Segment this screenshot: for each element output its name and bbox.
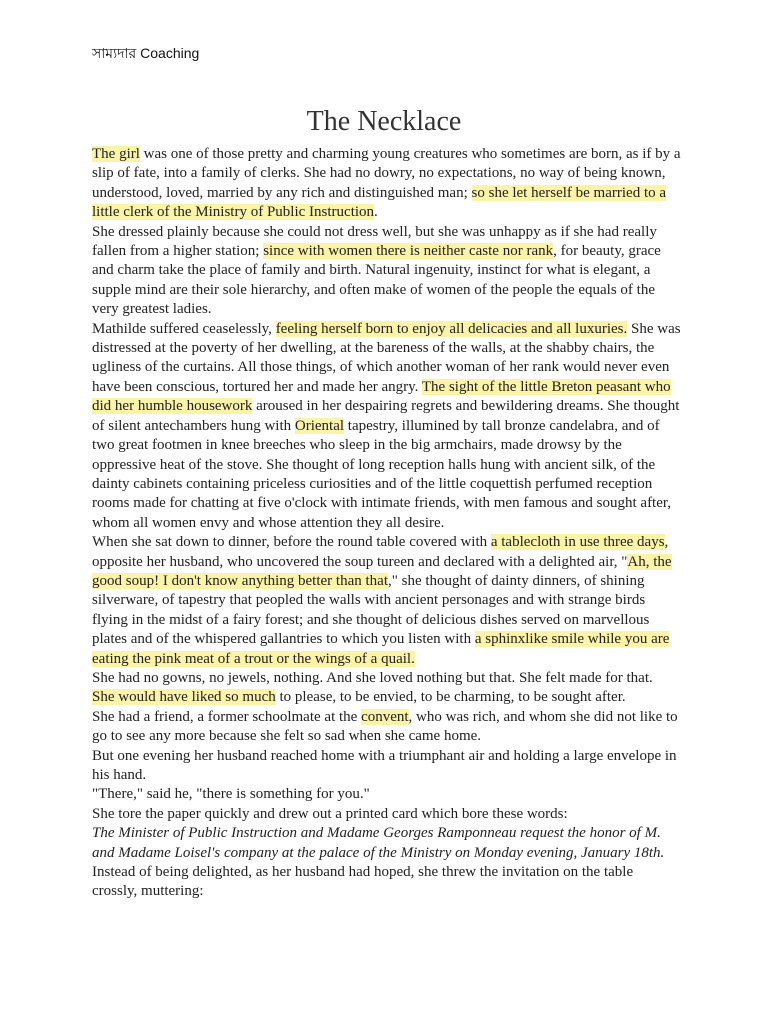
paragraph: [92, 669, 682, 688]
text-run: When she sat down to dinner, before the round table covered with: [92, 534, 491, 551]
paragraph: [92, 863, 682, 902]
italic-text: The Minister of Public Instruction and Madame Georges Ramponneau request the honor of M. and Madame Loisel's company at the palace of the Ministry on Monday evening, January 18th.: [92, 825, 665, 861]
paragraph: [92, 824, 682, 863]
text-run: She had no gowns, no jewels, nothing. And she loved nothing but that. She felt made for that.: [92, 669, 653, 686]
text-run: tapestry, illumined by tall bronze candelabra, and of two great footmen in knee breeches who sleep in the big armchairs, made drowsy by the oppressive heat of the stove. She thought of long reception halls hung with ancient silk, of the dainty cabinets containing priceless curiosities and of the little coquettish perfumed reception rooms made for chatting at five o'clock with intimate friends, with men famous and sought after, whom all women envy and whose attention they all desire.: [92, 417, 672, 531]
paragraph: [92, 747, 682, 786]
text-run: was one of those pretty and charming young creatures who sometimes are born, as if by a slip of fate, into a family of clerks. She had no dowry, no expectations, no way of being known, understood, loved, married by any rich and distinguished man;: [92, 146, 681, 201]
paragraph: [92, 533, 682, 669]
highlighted-text: convent: [361, 708, 409, 725]
text-run: , for beauty, grace and charm take the place of family and birth. Natural ingenuity, instinct for what is elegant, a supple mind are their sole hierarchy, and often make of women of the people the equals of the very greatest ladies.: [92, 243, 661, 318]
text-run: aroused in her despairing regrets and bewildering dreams. She thought of silent antechambers hung with: [92, 398, 680, 434]
text-run: .: [374, 204, 378, 221]
highlighted-text: a tablecloth in use three days: [490, 534, 665, 551]
text-run: Instead of being delighted, as her husband had hoped, she threw the invitation on the table crossly, muttering:: [92, 864, 634, 900]
highlighted-text: so she let herself be married to a little clerk of the Ministry of Public Instruction: [92, 184, 667, 221]
text-run: She was distressed at the poverty of her dwelling, at the bareness of the walls, at the shabby chairs, the ugliness of the curtains. All those things, of which another woman of her rank would never even have been conscious, tortured her and made her angry.: [92, 320, 681, 395]
highlighted-text: since with women there is neither caste nor rank: [263, 243, 554, 260]
text-run: But one evening her husband reached home with a triumphant air and holding a large envelope in his hand.: [92, 747, 677, 783]
paragraph: [92, 708, 682, 747]
highlighted-text: The sight of the little Breton peasant who did her humble housework: [92, 378, 671, 415]
page-title: The Necklace: [306, 106, 462, 137]
text-run: , who was rich, and whom she did not like to go to see any more because she felt so sad when she came home.: [92, 708, 678, 745]
highlighted-text: Ah, the good soup! I don't know anything better than that: [92, 553, 672, 589]
paragraph: [92, 805, 682, 824]
story-body: [92, 145, 682, 902]
paragraph: [92, 320, 682, 533]
paragraph: [92, 785, 682, 804]
highlighted-text: Oriental: [294, 417, 345, 434]
text-run: She tore the paper quickly and drew out a printed card which bore these words:: [92, 805, 568, 822]
page-header: সাম্যদার Coaching: [92, 45, 200, 61]
paragraph: [92, 223, 682, 320]
text-run: ," she thought of dainty dinners, of shining silverware, of tapestry that peopled the walls with ancient personages and with strange birds flying in the midst of a fairy forest; and she thought of delicious dishes served on marvellous plates and of the whispered gallantries to which you listen with: [92, 572, 650, 648]
highlighted-text: She would have liked so much: [92, 689, 276, 706]
text-run: "There," said he, "there is something for you.": [92, 786, 370, 803]
paragraph: [92, 145, 682, 223]
highlighted-text: The girl: [92, 146, 140, 162]
text-run: to please, to be envied, to be charming, to be sought after.: [275, 689, 626, 706]
text-run: She dressed plainly because she could not dress well, but she was unhappy as if she had really fallen from a higher station;: [92, 223, 657, 260]
text-run: , opposite her husband, who uncovered the soup tureen and declared with a delighted air, ": [92, 534, 669, 570]
text-run: She had a friend, a former schoolmate at the: [92, 708, 362, 725]
text-run: Mathilde suffered ceaselessly,: [92, 320, 276, 337]
highlighted-text: feeling herself born to enjoy all delicacies and all luxuries.: [275, 320, 628, 337]
paragraph: [92, 688, 682, 707]
highlighted-text: a sphinxlike smile while you are eating the pink meat of a trout or the wings of a quail.: [92, 631, 670, 667]
